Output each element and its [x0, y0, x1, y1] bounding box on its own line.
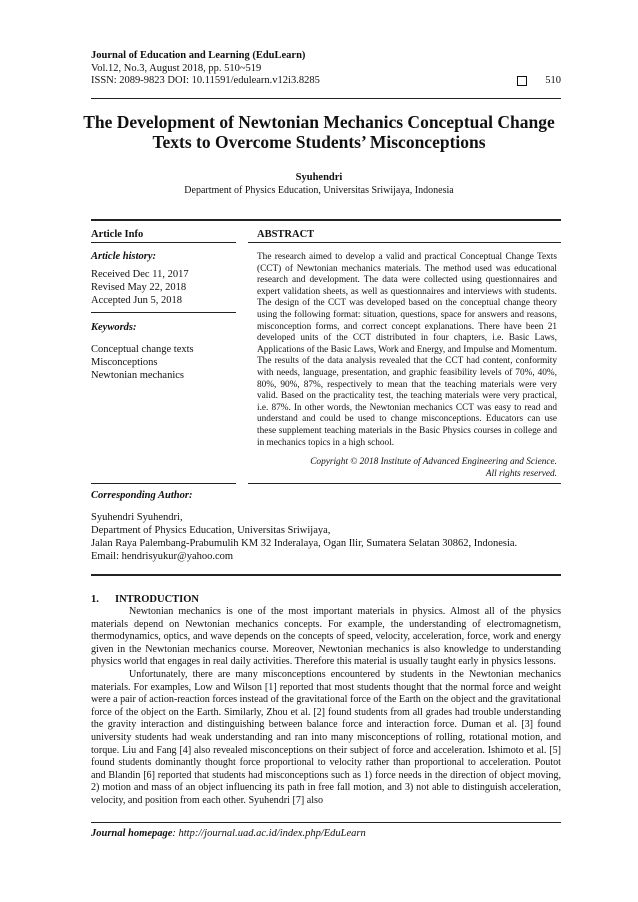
paragraph: Newtonian mechanics is one of the most important materials in physics. Almost all of the physics materials depend on Newtonian mechanics concepts. For example, the understanding of electromagnetism, thermodynamics, optics, and wave depends on the concepts of speed, velocity, acceleration, force, work and energy given in the Newtonian mechanics course. Moreover, Newtonian mechanics is also knowledge to understanding physics world that engages in real daily activities. Therefore this material is usually taught early in physics lessons.	[91, 606, 561, 668]
accepted-date: Accepted Jun 5, 2018	[91, 295, 182, 306]
section-number: 1.	[91, 594, 99, 605]
corresponding-author-label: Corresponding Author:	[91, 490, 193, 501]
keywords-label: Keywords:	[91, 322, 137, 333]
homepage-url: : http://journal.uad.ac.id/index.php/EduLearn	[172, 828, 366, 839]
corresponding-address: Jalan Raya Palembang-Prabumulih KM 32 Inderalaya, Ogan Ilir, Sumatera Selatan 30862, Indonesia.	[91, 538, 518, 549]
abstract-text: The research aimed to develop a valid and practical Conceptual Change Texts (CCT) of Newtonian mechanics materials. The method used was educational research and development. The data were collected using questionnaires and expert validation sheets, as well as questionnaires and interviews with students. The design of the CCT was developed based on the conceptual change theory using the following format: situation, questions, space for answers and reasons, misconception forms, and correct concept explanations. There have been 21 developed units of the CCT distributed in four chapters, i.e. Basic Laws, Applications of the Basic Laws, Work and Energy, and Impulse and Momentum. The results of the data analysis revealed that the CCT had content, conformity with needs, language, presentation, and graphic feasibility levels of 70%, 40%, 80%, 90%, 87%, respectively to mean that the teaching materials were very valid. Based on the practicality test, the teaching materials were very practical, i.e. 87%. In other words, the Newtonian mechanics CCT was easy to read and understand and could be used to change misconceptions. Educators can use these supplement teaching materials in the Basic Physics courses in college and in mechanics topics in a high school.	[257, 252, 557, 448]
paper-title	[60, 112, 578, 152]
author-name: Syuhendri	[295, 172, 343, 183]
corresponding-email: Email: hendrisyukur@yahoo.com	[91, 551, 234, 562]
section-body	[91, 606, 561, 808]
journal-issn: ISSN: 2089-9823 DOI: 10.11591/edulearn.v12i3.8285	[91, 75, 320, 86]
article-history	[91, 268, 189, 307]
homepage-label: Journal homepage	[91, 828, 173, 839]
revised-date: Revised May 22, 2018	[91, 282, 187, 293]
keyword: Misconceptions	[91, 357, 158, 368]
author-affiliation: Department of Physics Education, Universitas Sriwijaya, Indonesia	[184, 185, 454, 196]
paragraph: Unfortunately, there are many misconceptions encountered by students in the Newtonian mechanics materials. For examples, Low and Wilson [1] reported that most students thought that the normal force and weight were a pair of action-reaction forces instead of the gravitational force of the Earth on the object and the gravitational force of the object on the Earth. Similarly, Zhou et al. [2] found students from all grades had trouble understanding the gravity interaction and distinguishing between balance force and interaction force. Duman et al. [3] found university students had weak understanding and ran into many misconceptions of rolling, rotational motion, and torque. Liu and Fang [4] also revealed misconceptions on their subject of force and acceleration. Ishimoto et al. [5] found students dominantly thought force proportional to velocity rather than proportional to acceleration. Poutot and Blandin [6] reported that students had misconceptions such as 1) force needs in the direction of object moving, 2) motion and mass of an object influencing its path in free fall motion, and 3) not able to distinguish acceleration, velocity, and position from each other. Syuhendri [7] also	[91, 668, 561, 806]
article-info-heading: Article Info	[91, 229, 144, 240]
copyright-line-2: All rights reserved.	[485, 468, 557, 479]
page-number: 510	[545, 75, 561, 86]
square-icon	[517, 76, 527, 86]
section-title: INTRODUCTION	[115, 594, 200, 605]
section-heading	[91, 594, 199, 605]
abstract-heading: ABSTRACT	[257, 229, 315, 240]
title-line-2: Texts to Overcome Students’ Misconceptions	[152, 132, 486, 152]
keyword: Newtonian mechanics	[91, 370, 185, 381]
journal-name: Journal of Education and Learning (EduLearn)	[91, 50, 306, 61]
abstract-bottom-rule	[248, 483, 561, 484]
journal-volume: Vol.12, No.3, August 2018, pp. 510~519	[91, 62, 262, 74]
corresponding-author	[91, 511, 561, 563]
copyright	[257, 457, 557, 480]
article-info-rule	[91, 242, 236, 243]
keywords-list	[91, 343, 194, 382]
top-thick-rule	[91, 219, 561, 221]
title-line-1: The Development of Newtonian Mechanics Conceptual Change	[83, 112, 555, 132]
corresponding-dept: Department of Physics Education, Universitas Sriwijaya,	[91, 525, 331, 536]
journal-header	[91, 50, 561, 88]
header-rule	[91, 98, 561, 99]
history-rule	[91, 312, 236, 313]
copyright-line-1: Copyright © 2018 Institute of Advanced Engineering and Science.	[310, 457, 557, 467]
corresponding-name: Syuhendri Syuhendri,	[91, 512, 183, 523]
article-history-label: Article history:	[91, 251, 157, 262]
bottom-thick-rule	[91, 574, 561, 576]
abstract-rule	[248, 242, 561, 243]
footer-rule	[91, 822, 561, 823]
journal-homepage	[91, 828, 366, 839]
info-bottom-rule	[91, 483, 236, 484]
keyword: Conceptual change texts	[91, 344, 194, 355]
received-date: Received Dec 11, 2017	[91, 269, 189, 280]
